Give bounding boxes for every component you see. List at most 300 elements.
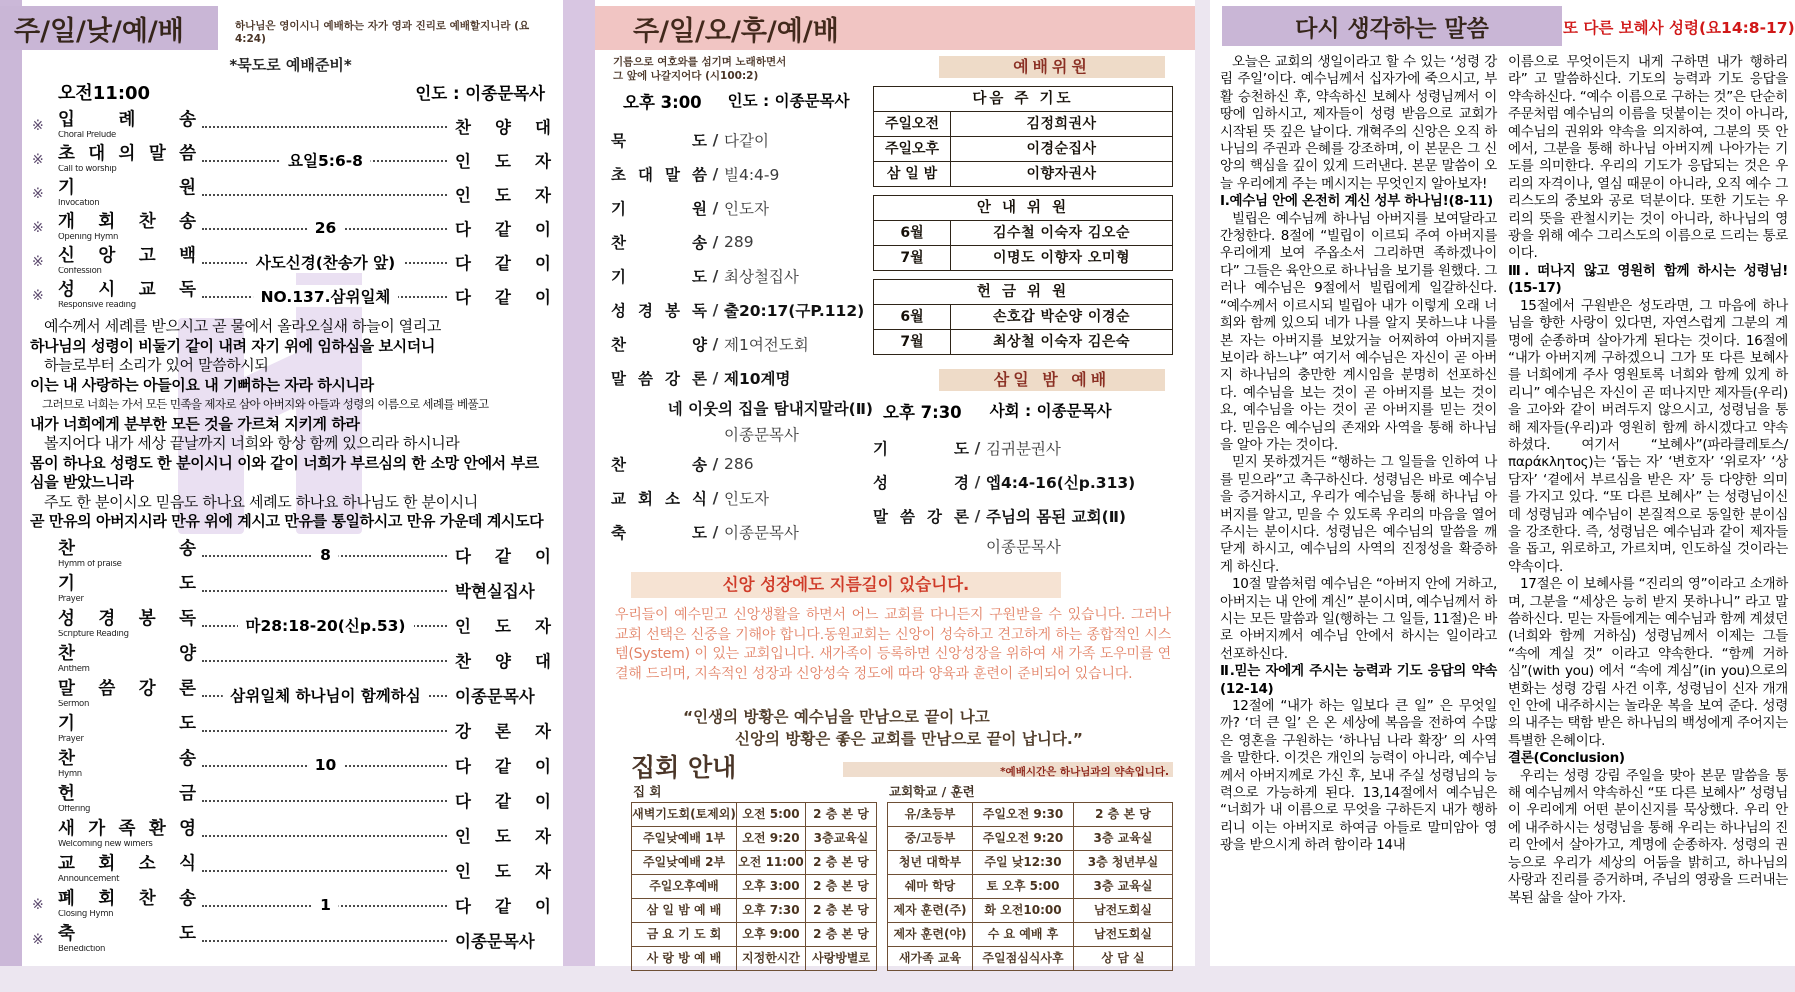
wednesday-chair: 사회 : 이종문목사 xyxy=(989,402,1112,420)
meeting-guide-note: *예배시간은 하나님과의 약속입니다. xyxy=(1000,766,1169,778)
order-item-detail: NO.137.삼위일체 xyxy=(253,285,399,307)
order-item-person: 다 같 이 xyxy=(455,897,551,916)
order-item-person: 인 도 자 xyxy=(455,617,551,636)
service-time: 오전11:00 xyxy=(58,83,151,104)
responsive-reading-line: 볼지어다 내가 세상 끝날까지 너희와 항상 함께 있으리라 하시니라 xyxy=(44,434,460,452)
table-header: 다음 주 기도 xyxy=(874,87,1172,112)
asterisk-mark: ※ xyxy=(32,897,44,913)
asterisk-mark: ※ xyxy=(32,254,44,270)
slash-separator: / xyxy=(712,335,719,354)
order-item xyxy=(58,180,196,208)
afternoon-worship-title: 주/일/오/후/예/배 xyxy=(633,15,839,47)
slash-separator: / xyxy=(712,199,719,218)
class-time: 수 요 예배 후 xyxy=(973,923,1074,946)
responsive-reading-line: 하나님의 성령이 비둘기 같이 내려 자기 위에 임하심을 보시더니 xyxy=(30,336,435,355)
order-item xyxy=(58,248,196,276)
worship-order-row xyxy=(30,143,551,177)
meeting-name: 주일낮예배 1부 xyxy=(632,827,737,850)
schedule-row xyxy=(888,922,1172,946)
order-item-detail: 네 이웃의 집을 탐내지말라(Ⅱ) xyxy=(667,400,873,419)
schedule-row xyxy=(888,946,1172,970)
order-item-person: 인 도 자 xyxy=(455,152,551,171)
order-item-detail: 삼위일체 하나님이 함께하심 xyxy=(222,684,428,706)
school-training-caption: 교회학교 / 훈련 xyxy=(889,784,975,799)
dotted-leader xyxy=(196,538,455,573)
order-item-person: 다 같 이 xyxy=(455,254,551,273)
order-item xyxy=(58,891,196,919)
meeting-guide-header xyxy=(631,748,1173,784)
order-item-person: 다 같 이 xyxy=(455,288,551,307)
worship-order-row xyxy=(30,211,551,245)
meeting-time: 오후 7:30 xyxy=(737,899,806,922)
order-item-name-en: Hymn xyxy=(58,769,82,779)
asterisk-mark: ※ xyxy=(32,152,44,168)
meeting-place: 2 층 본 당 xyxy=(813,855,869,869)
class-time: 화 오전10:00 xyxy=(973,899,1074,922)
order-item-name: 초 대 의 말 씀 xyxy=(58,144,196,165)
order-item-name-en: Confession xyxy=(58,266,102,276)
row-value: 김수철 이숙자 김오순 xyxy=(993,225,1130,241)
left-edge-band xyxy=(0,0,22,966)
order-item-person: 강 론 자 xyxy=(455,722,551,741)
table-row xyxy=(874,329,1172,354)
order-item-person: 인 도 자 xyxy=(455,186,551,205)
sermon-paragraph: 오늘은 교회의 생일이라고 할 수 있는 ‘성령 강림 주일’이다. 예수님께서 십자가에 죽으시고, 부활 승천하신 후, 약속하신 보혜사 성령님께서 이 땅에 임하시고, 제자들이 성령 받음으로 교회가 시작된 뜻 깊은 날이다. 개혁주의 신앙은 오직 하나님의 주권과 은혜를 강조하며, 이 본문은 그 신앙의 핵심을 깊이 있게 드러낸다. 본문 말씀이 오늘 우리에게 주는 메시지는 무엇인지 알아보자! xyxy=(1220,54,1497,192)
wednesday-order-row xyxy=(873,465,1173,499)
order-item-name-en: Opening Hymn xyxy=(58,232,119,242)
worship-order-row xyxy=(30,538,551,573)
table-row xyxy=(874,245,1172,270)
meeting-name: 사 랑 방 예 배 xyxy=(632,947,737,970)
order-item-name-en: Call to worship xyxy=(58,164,117,174)
order-item-detail: 제10계명 xyxy=(724,370,791,389)
order-item-detail: 요일5:6-8 xyxy=(280,149,371,171)
slash-separator: / xyxy=(974,473,981,491)
dotted-leader xyxy=(196,783,455,818)
order-item-name: 새 가 족 환 영 xyxy=(58,819,196,840)
order-item-name: 찬 송 xyxy=(58,749,196,770)
order-item-name-en: Closing Hymn xyxy=(58,909,114,919)
slash-separator: / xyxy=(712,267,719,286)
schedule-row xyxy=(632,922,876,946)
order-item xyxy=(58,112,196,140)
order-item-detail: 인도자 xyxy=(724,490,769,509)
order-item xyxy=(58,146,196,174)
asterisk-mark: ※ xyxy=(32,220,44,236)
afternoon-order-row xyxy=(611,225,873,259)
slash-separator: / xyxy=(974,507,981,525)
schedule-row xyxy=(632,850,876,874)
order-item-name: 찬 송 xyxy=(611,456,707,475)
sermon-column-left xyxy=(1220,54,1497,960)
worship-order-row xyxy=(30,888,551,923)
order-item xyxy=(58,821,196,849)
afternoon-order-row xyxy=(611,515,873,549)
committee-section-title: 예배위원 xyxy=(1013,57,1091,76)
order-item-name-en: Invocation xyxy=(58,198,100,208)
order-list-bottom xyxy=(30,538,551,958)
schedule-row xyxy=(888,826,1172,850)
asterisk-mark: ※ xyxy=(32,288,44,304)
meetings-table-wrap xyxy=(631,782,877,971)
order-item-person: 다 같 이 xyxy=(455,757,551,776)
morning-worship-title: 주/일/낮/예/배 xyxy=(14,15,184,47)
sermon-paragraph: 이름으로 무엇이든지 내게 구하면 내가 행하리라” 고 말씀하신다. 기도의 능력과 기도 응답을 약속하신다. “예수 이름으로 구하는 것”은 단순히 주문처럼 예수님의 이름을 덧붙이는 것이 아니라, 예수님의 권위와 약속을 의지하여, 그분의 뜻 안에서, 그분을 통해 하나님 아버지께 나아가는 기도를 의미한다. 우리의 기도가 응답되는 것은 우리의 자격이나, 열심 때문이 아니라, 오직 예수 그리스도의 중보와 공로 덕분이다. 또한 기도는 우리의 뜻을 관철시키는 것이 아니라, 하나님의 영광을 위해 예수 그리스도의 이름으로 드리는 통로이다. xyxy=(1508,54,1788,262)
class-name: 새가족 교육 xyxy=(888,947,973,970)
meeting-time: 지정한시간 xyxy=(737,947,806,970)
row-value: 이향자권사 xyxy=(1026,166,1097,182)
faith-growth-banner-text: 신앙 성장에도 지름길이 있습니다. xyxy=(722,575,970,594)
meeting-time: 오후 9:00 xyxy=(737,923,806,946)
order-item xyxy=(58,282,196,310)
order-item-detail: 최상철집사 xyxy=(724,268,799,287)
slash-separator: / xyxy=(712,165,719,184)
order-item-name: 말 씀 강 론 xyxy=(58,679,196,700)
sermon-section-title: 다시 생각하는 말씀 xyxy=(1295,15,1489,42)
responsive-reading-text xyxy=(30,317,551,532)
responsive-reading-line: 하늘로부터 소리가 있어 말씀하시되 xyxy=(44,356,269,374)
meeting-guide-note-bar xyxy=(843,762,1173,777)
order-item-name: 성 시 교 독 xyxy=(58,280,196,301)
worship-order-row xyxy=(30,678,551,713)
order-item-person: 이종문목사 xyxy=(455,932,535,951)
afternoon-order-row xyxy=(611,395,873,421)
meeting-name: 삼 일 밤 예 배 xyxy=(632,899,737,922)
afternoon-order-row xyxy=(611,481,873,515)
dotted-leader xyxy=(196,853,455,888)
order-item-name-en: Benediction xyxy=(58,944,106,954)
sermon-paragraph: 12절에 “내가 하는 일보다 큰 일” 은 무엇일까? ‘더 큰 일’ 은 온 세상에 복음을 전하여 수많은 영혼을 구원하는 ‘하나님 나라 확장’ 의 사역을 말한다. 이것은 개인의 능력이 아니라, 예수님께서 아버지께로 가신 후, 보내 주실 성령님의 능력으로 가능하게 된다. 13,14절에서 예수님은 “너희가 내 이름으로 무엇을 구하든지 내가 행하리니 이는 아버지로 하여금 아들로 말미암아 영광을 받으시게 하려 함이라 14내 xyxy=(1220,698,1497,854)
order-item-name: 성 경 xyxy=(873,474,969,492)
row-value: 최상철 이숙자 김은숙 xyxy=(993,334,1130,350)
order-item-name: 기 도 xyxy=(873,440,969,458)
order-item-person: 찬 양 대 xyxy=(455,118,551,137)
meeting-time: 오전 5:00 xyxy=(737,803,806,826)
table-row xyxy=(874,136,1172,161)
afternoon-order-row xyxy=(611,361,873,395)
worship-order-row xyxy=(30,713,551,748)
afternoon-order-row xyxy=(611,293,873,327)
order-item-name: 찬 송 xyxy=(611,234,707,253)
order-item xyxy=(58,541,196,569)
slash-separator: / xyxy=(974,439,981,457)
wednesday-night-title: 삼일 밤 예배 xyxy=(993,370,1111,389)
order-item-detail: 김귀분권사 xyxy=(986,440,1061,458)
order-item-name: 개 회 찬 송 xyxy=(58,212,196,233)
schedule-row xyxy=(632,874,876,898)
meeting-name: 주일오후예배 xyxy=(632,875,737,898)
sermon-paragraph: 결론(Conclusion) xyxy=(1508,750,1625,767)
row-label: 삼 일 밤 xyxy=(874,162,951,186)
order-item-name-en: Welcoming new wimers xyxy=(58,839,153,849)
schedule-row xyxy=(888,874,1172,898)
class-name: 제자 훈련(주) xyxy=(888,899,973,922)
worship-order-row xyxy=(30,923,551,958)
meetings-table xyxy=(631,802,877,971)
responsive-reading-line: 이는 내 사랑하는 아들이요 내 기뻐하는 자라 하시니라 xyxy=(30,375,374,394)
morning-worship-verse: 하나님은 영이시니 예배하는 자가 영과 진리로 예배할지니라 (요4:24) xyxy=(235,20,530,46)
order-item-person: 인 도 자 xyxy=(455,862,551,881)
class-place: 3층 청년부실 xyxy=(1087,855,1159,869)
dotted-leader xyxy=(196,818,455,853)
slash-separator: / xyxy=(712,301,719,320)
class-time: 주일 낮12:30 xyxy=(973,851,1074,874)
school-training-table xyxy=(887,802,1173,971)
order-item-detail: 인도자 xyxy=(724,200,769,219)
order-item-person: 다 같 이 xyxy=(455,547,551,566)
afternoon-leader: 인도 : 이종문목사 xyxy=(727,92,850,111)
next-week-prayer-table xyxy=(873,86,1173,187)
sermon-paragraph: 빌립은 예수님께 하나님 아버지를 보여달라고 간청한다. 8절에 “빌립이 이르되 주여 아버지를 우리에게 보여 주옵소서 그리하면 족하겠나이다” 그들은 육안으로 하나님을 보기를 원했다. 그러나 예수님은 9절에서 빌립에게 일갈하신다. “예수께서 이르시되 빌립아 내가 이렇게 오래 너희와 함께 있으되 네가 나를 알지 못하느냐 나를 본 자는 아버지를 보았거늘 어찌하여 아버지를 보이라 하느냐” 여기서 예수님은 자신이 곧 아버지 하나님의 충만한 계시임을 분명히 선포하신다. 예수님을 보는 것이 곧 아버지를 보는 것이요, 예수님을 아는 것이 곧 아버지를 믿는 것이다. 믿음은 예수님의 존재와 사역을 통해 하나님을 알아 가는 것이다. xyxy=(1220,210,1497,453)
dotted-leader xyxy=(196,923,455,958)
order-item xyxy=(58,646,196,674)
order-item-name: 기 도 xyxy=(58,714,196,735)
order-item-name: 교 회 소 식 xyxy=(58,854,196,875)
class-name: 쉐마 학당 xyxy=(888,875,973,898)
order-item-detail: 다같이 xyxy=(724,132,769,151)
afternoon-order-row xyxy=(611,191,873,225)
worship-order-row xyxy=(30,573,551,608)
faith-growth-paragraph: 우리들이 예수믿고 신앙생활을 하면서 어느 교회를 다니든지 구원받을 수 있습니다. 그러나 교회 선택은 신중을 기해야 합니다.동원교회는 신앙이 성숙하고 견고하게 하는 종합적인 시스템(System) 이 있는 교회입니다. 새가족이 등록하면 신앙성장을 위하여 새 가족 도우미를 연결해 드리며, 지속적인 성장과 신앙성숙 정도에 따라 양육과 훈련이 준비되어 있습니다. xyxy=(615,607,1171,682)
afternoon-time-line xyxy=(623,89,873,113)
meeting-place: 2 층 본 당 xyxy=(813,879,869,893)
class-name: 중/고등부 xyxy=(888,827,973,850)
row-value: 김정희권사 xyxy=(1026,116,1097,132)
dotted-leader xyxy=(196,608,455,643)
school-training-table-wrap xyxy=(887,782,1173,971)
responsive-reading-line: 주도 한 분이시오 믿음도 하나요 세례도 하나요 하나님도 한 분이시니 xyxy=(44,492,478,511)
order-item-person: 다 같 이 xyxy=(455,792,551,811)
asterisk-mark: ※ xyxy=(32,186,44,202)
order-item-person: 박현실집사 xyxy=(455,582,535,601)
order-item-name: 찬 양 xyxy=(611,336,707,355)
class-place: 2 층 본 당 xyxy=(1095,807,1151,821)
order-item-detail: 주님의 몸된 교회(Ⅱ) xyxy=(986,508,1126,526)
order-item-name: 축 도 xyxy=(58,924,196,945)
responsive-reading-line: 예수께서 세례를 받으시고 곧 물에서 올라오실새 하늘이 열리고 xyxy=(44,317,441,335)
slash-separator: / xyxy=(712,233,719,252)
asterisk-mark: ※ xyxy=(32,932,44,948)
worship-order-row xyxy=(30,245,551,279)
order-item-name-en: Offering xyxy=(58,804,91,814)
order-item-detail: 10 xyxy=(307,756,345,774)
order-item-name: 기 도 xyxy=(58,574,196,595)
row-value: 이경순집사 xyxy=(1026,141,1097,157)
order-item-name: 말 씀 강 론 xyxy=(611,370,707,389)
order-item-detail: 289 xyxy=(724,233,754,252)
responsive-reading-line: 내가 너희에게 분부한 모든 것을 가르쳐 지키게 하라 xyxy=(30,414,360,433)
afternoon-worship-header-band xyxy=(595,6,1195,50)
slash-separator: / xyxy=(712,131,719,150)
wednesday-order-row xyxy=(873,499,1173,533)
order-item xyxy=(58,926,196,954)
dotted-leader xyxy=(196,245,455,279)
order-item-detail: 사도신경(찬송가 앞) xyxy=(248,251,403,273)
class-name: 청년 대학부 xyxy=(888,851,973,874)
order-item-name-en: Responsive reading xyxy=(58,300,136,310)
wednesday-order-row xyxy=(873,533,1173,559)
worship-order-row xyxy=(30,177,551,211)
dotted-leader xyxy=(196,643,455,678)
order-item-name: 교 회 소 식 xyxy=(611,490,707,509)
order-item xyxy=(58,751,196,779)
worship-order-row xyxy=(30,608,551,643)
table-row xyxy=(874,221,1172,245)
order-item-name-en: Hymm of praise xyxy=(58,559,122,569)
order-item-person: 다 같 이 xyxy=(455,220,551,239)
committee-section-bar xyxy=(939,56,1165,78)
order-item-name: 입 례 송 xyxy=(58,110,196,131)
afternoon-worship-verse xyxy=(613,56,873,83)
sermon-paragraph: 10절 말씀처럼 예수님은 “아버지 안에 거하고, 아버지는 내 안에 계신” 분이시며, 예수님께서 하시는 모든 말씀과 일(행하는 그 일들, 11절)은 바로 아버지께서 예수님 안에서 하시는 일이라고 선포하신다. xyxy=(1220,576,1497,662)
row-label: 6월 xyxy=(874,305,951,329)
church-quote xyxy=(625,706,1165,751)
meeting-time: 오후 3:00 xyxy=(737,875,806,898)
order-item-name: 폐 회 찬 송 xyxy=(58,889,196,910)
offering-committee-table xyxy=(873,279,1173,355)
order-item-person: 이종문목사 xyxy=(455,687,535,706)
service-time-line xyxy=(58,79,545,105)
order-item-detail: 8 xyxy=(312,546,339,564)
wednesday-time: 오후 7:30 xyxy=(883,403,962,422)
dotted-leader xyxy=(196,748,455,783)
table-header: 헌 금 위 원 xyxy=(874,280,1172,305)
wednesday-order-row xyxy=(873,431,1173,465)
afternoon-order-rows xyxy=(611,123,873,549)
order-item-name: 기 도 xyxy=(611,268,707,287)
sermon-column-right xyxy=(1508,54,1788,960)
order-item-detail: 이종문목사 xyxy=(724,524,799,543)
meeting-place: 2 층 본 당 xyxy=(813,807,869,821)
worship-order-row xyxy=(30,853,551,888)
meeting-place: 3층교육실 xyxy=(813,831,869,845)
afternoon-order-of-worship xyxy=(611,56,873,549)
slash-separator: / xyxy=(712,523,719,542)
meeting-place: 2 층 본 당 xyxy=(813,903,869,917)
meeting-guide-title: 집회 안내 xyxy=(631,753,737,782)
meeting-place: 사랑방별로 xyxy=(812,951,870,965)
dotted-leader xyxy=(196,713,455,748)
order-item xyxy=(58,856,196,884)
class-name: 제자 훈련(야) xyxy=(888,923,973,946)
order-item-name-en: Prayer xyxy=(58,734,84,744)
order-item-name: 신 앙 고 백 xyxy=(58,246,196,267)
meeting-name: 새벽기도회(토제외) xyxy=(632,803,737,826)
order-list-top xyxy=(30,109,551,313)
dotted-leader xyxy=(196,211,455,245)
quote-line-2: 신앙의 방황은 좋은 교회를 만남으로 끝이 납니다.” xyxy=(735,730,1083,749)
row-label: 7월 xyxy=(874,246,951,270)
order-item xyxy=(58,786,196,814)
order-item-detail: 이종문목사 xyxy=(724,426,799,445)
row-value: 이명도 이향자 오미형 xyxy=(993,250,1130,266)
worship-order-row xyxy=(30,279,551,313)
row-label: 주일오후 xyxy=(874,137,951,161)
quote-line-1: “인생의 방황은 예수님을 만남으로 끝이 나고 xyxy=(683,708,990,726)
worship-order-row xyxy=(30,818,551,853)
table-header: 안 내 위 원 xyxy=(874,196,1172,221)
class-place: 상 담 실 xyxy=(1101,951,1145,965)
sermon-paragraph: Ⅱ.믿는 자에게 주시는 능력과 기도 응답의 약속(12-14) xyxy=(1220,663,1497,697)
meeting-time: 오전 11:00 xyxy=(737,851,806,874)
order-item-name: 성 경 봉 독 xyxy=(611,302,707,321)
meeting-name: 금 요 기 도 회 xyxy=(632,923,737,946)
table-row xyxy=(874,161,1172,186)
class-time: 주일오전 9:30 xyxy=(973,803,1074,826)
order-item-detail: 286 xyxy=(724,455,754,474)
slash-separator: / xyxy=(712,489,719,508)
responsive-reading-line: 그러므로 너희는 가서 모든 민족을 제자로 삼아 아버지와 아들과 성령의 이름으로 세례를 베풀고 xyxy=(42,397,489,411)
panel-sunday-morning-worship xyxy=(0,0,563,966)
class-name: 유/초등부 xyxy=(888,803,973,826)
afternoon-time: 오후 3:00 xyxy=(623,93,702,113)
order-item-name-en: Anthem xyxy=(58,664,90,674)
sermon-paragraph: 17절은 이 보혜사를 “진리의 영”이라고 소개하며, 그분을 “세상은 능히 받지 못하나니” 라고 말씀하신다. 믿는 자들에게는 예수님과 함께 계셨던(너희와 함께 거하심) 성령님께서 이제는 그들 “속에 계실 것” 이라고 약속한다. “함께 거하심”(with you) 에서 “속에 계심”(in you)으로의 변화는 성령 강림 사건 이후, 성령님이 신자 개개인 안에 내주하시는 놀라운 복을 보여 준다. 성령의 내주는 택함 받은 하나님의 백성에게 주어지는 특별한 은혜이다. xyxy=(1508,576,1788,749)
sermon-paragraph: 우리는 성령 강림 주일을 맞아 본문 말씀을 통해 예수님께서 약속하신 “또 다른 보혜사” 성령님이 우리에게 어떤 분이신지를 묵상했다. 우리 안에 내주하시는 성령님을 통해 우리는 하나님의 진리 안에서 살아가고, 계명에 순종하자. 성령의 권능으로 우리가 세상의 어둠을 밝히고, 하나님의 사랑과 진리를 증거하며, 주님의 영광을 드러내는 복된 삶을 살아 가자. xyxy=(1508,767,1788,906)
table-row xyxy=(874,112,1172,136)
order-item-detail: 마28:18-20(신p.53) xyxy=(237,614,413,636)
meeting-time: 오전 9:20 xyxy=(737,827,806,850)
order-item-detail: 26 xyxy=(307,219,345,237)
order-item-person: 인 도 자 xyxy=(455,827,551,846)
schedule-row xyxy=(632,946,876,970)
row-value: 손호갑 박순양 이경순 xyxy=(993,309,1130,325)
order-item-name: 묵 도 xyxy=(611,132,707,151)
schedule-row xyxy=(888,803,1172,826)
order-item-name: 말 씀 강 론 xyxy=(873,508,969,526)
afternoon-order-row xyxy=(611,123,873,157)
sermon-paragraph: Ⅰ.예수님 안에 온전히 계신 성부 하나님!(8-11) xyxy=(1220,193,1493,210)
panel-sermon-reflection xyxy=(1210,0,1795,966)
afternoon-order-row xyxy=(611,447,873,481)
order-item-detail: 빌4:4-9 xyxy=(724,166,780,185)
usher-committee-table xyxy=(873,195,1173,271)
schedule-row xyxy=(888,898,1172,922)
meeting-schedule-tables xyxy=(631,782,1173,971)
class-time: 주일점심식사후 xyxy=(973,947,1074,970)
order-item-name: 기 원 xyxy=(58,178,196,199)
order-item-name-en: Announcement xyxy=(58,874,120,884)
dotted-leader xyxy=(196,573,455,608)
worship-order-row xyxy=(30,109,551,143)
silent-prayer-note: *묵도로 예배준비* xyxy=(229,56,352,74)
row-label: 주일오전 xyxy=(874,112,951,136)
wednesday-night-section-bar xyxy=(939,369,1165,391)
afternoon-order-row xyxy=(611,421,873,447)
wednesday-night-order xyxy=(873,399,1173,559)
sermon-paragraph: 믿지 못하겠거든 “행하는 그 일들을 인하여 나를 믿으라”고 촉구하신다. 성령님은 바로 예수님을 증거하시고, 우리가 예수님을 통해 하나님 아버지를 알고, 믿을 수 있도록 우리의 마음을 열어 주시는 분이시다. 성령님은 예수님의 말씀을 깨닫게 하시고, 예수님의 사역의 진정성을 확증하게 하신다. xyxy=(1220,454,1497,575)
morning-order-of-worship xyxy=(30,54,551,958)
class-place: 남전도회실 xyxy=(1094,903,1152,917)
order-item-detail: 제1여전도회 xyxy=(724,336,809,355)
faith-growth-banner xyxy=(631,572,1061,598)
slash-separator: / xyxy=(712,455,719,474)
service-leader: 인도 : 이종문목사 xyxy=(415,84,545,103)
row-label: 6월 xyxy=(874,221,951,245)
schedule-row xyxy=(632,826,876,850)
order-item xyxy=(58,611,196,639)
table-row xyxy=(874,305,1172,329)
responsive-reading-line: 몸이 하나요 성령도 한 분이시니 이와 같이 너희가 부르심의 한 소망 안에서 부르심을 받았느니라 xyxy=(30,453,539,491)
order-item-person: 찬 양 대 xyxy=(455,652,551,671)
order-item-name: 축 도 xyxy=(611,524,707,543)
schedule-row xyxy=(632,898,876,922)
order-item-detail: 이종문목사 xyxy=(986,538,1061,556)
worship-order-row xyxy=(30,783,551,818)
afternoon-order-row xyxy=(611,327,873,361)
asterisk-mark: ※ xyxy=(32,118,44,134)
order-item-name-en: Choral Prelude xyxy=(58,130,116,140)
